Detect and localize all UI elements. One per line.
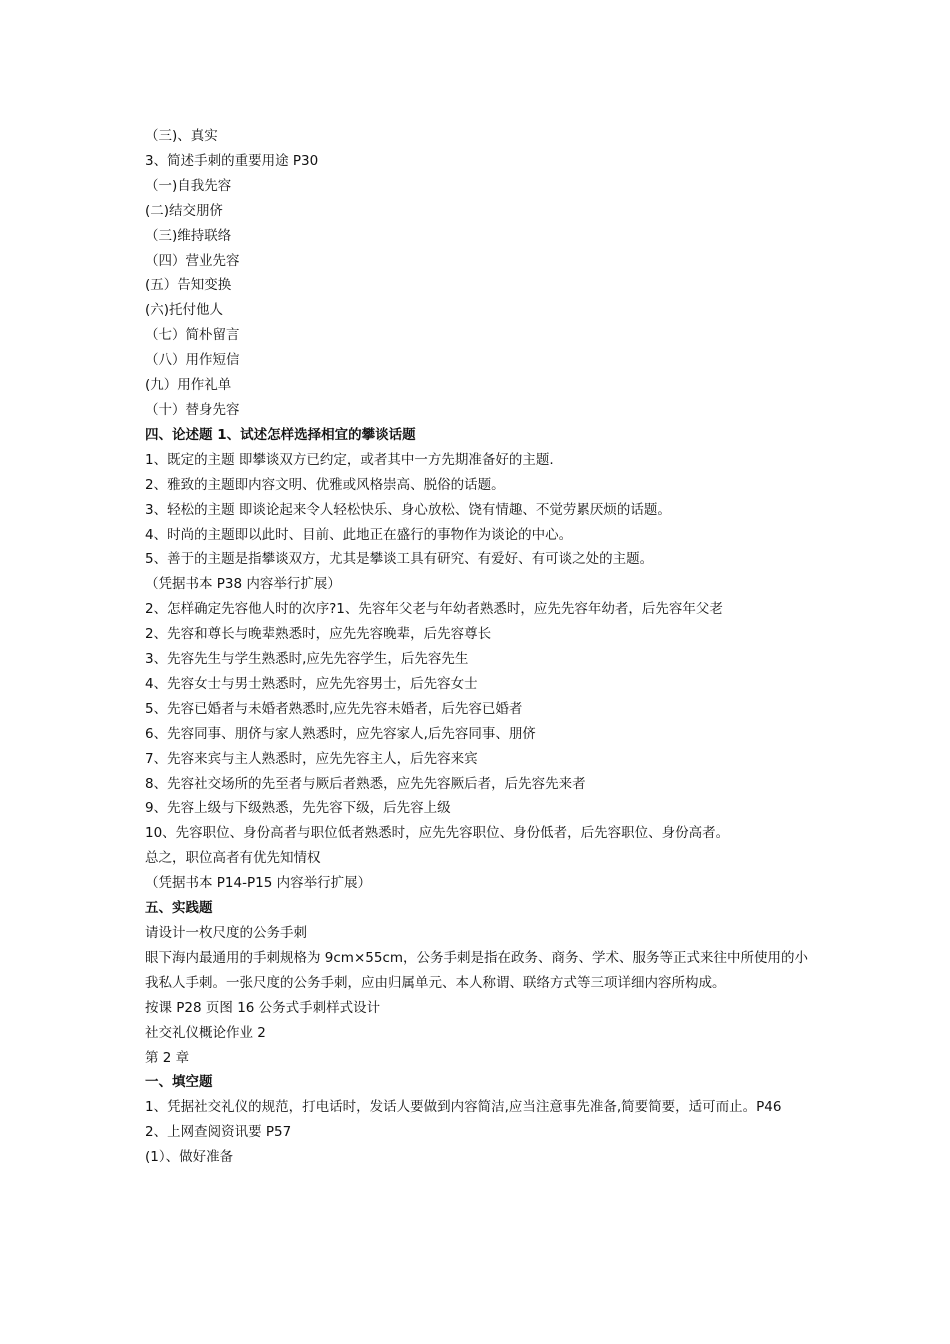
- answer-line: 2、先容和尊长与晚辈熟悉时，应先先容晚辈，后先容尊长: [145, 626, 492, 643]
- list-item: (五）告知变换: [145, 277, 232, 294]
- list-item: (1）、做好准备: [145, 1149, 234, 1166]
- answer-line: 1、既定的主题 即攀谈双方已约定，或者其中一方先期准备好的主题.: [145, 451, 554, 468]
- answer-line: 3、轻松的主题 即谈论起来令人轻松快乐、身心放松、饶有情趣、不觉劳累厌烦的话题。: [145, 501, 671, 518]
- list-item: (六)托付他人: [145, 302, 224, 319]
- answer-line: 5、善于的主题是指攀谈双方，尤其是攀谈工具有研究、有爱好、有可谈之处的主题。: [145, 551, 654, 568]
- answer-line: 2、怎样确定先容他人时的次序?1、先容年父老与年幼者熟悉时，应先先容年幼者，后先容年父老: [145, 601, 723, 618]
- list-item: （十）替身先容: [145, 401, 240, 418]
- answer-line: 4、时尚的主题即以此时、目前、此地正在盛行的事物作为谈论的中心。: [145, 526, 573, 543]
- list-item: （四）营业先容: [145, 252, 240, 269]
- list-item: (二)结交朋侪: [145, 202, 224, 219]
- answer-line: 9、先容上级与下级熟悉，先先容下级，后先容上级: [145, 800, 451, 817]
- list-item: （八）用作短信: [145, 352, 240, 369]
- section-heading-fill: 一、填空题: [145, 1074, 213, 1091]
- answer-line: 3、先容先生与学生熟悉时,应先先容学生，后先容先生: [145, 651, 469, 668]
- answer-line: 10、先容职位、身份高者与职位低者熟悉时，应先先容职位、身份低者，后先容职位、身份高者。: [145, 825, 730, 842]
- section-heading-practice: 五、实践题: [145, 900, 213, 917]
- answer-line: 7、先容来宾与主人熟悉时，应先先容主人，后先容来宾: [145, 750, 478, 767]
- assignment-title: 社交礼仪概论作业 2: [145, 1024, 266, 1041]
- question-line: 2、上网查阅资讯要 P57: [145, 1124, 292, 1141]
- list-item: （三)维持联络: [145, 227, 232, 244]
- chapter-title: 第 2 章: [145, 1049, 190, 1066]
- list-item: (九）用作礼单: [145, 377, 232, 394]
- answer-line: 4、先容女士与男士熟悉时，应先先容男士，后先容女士: [145, 675, 478, 692]
- text-line: （三)、真实: [145, 128, 218, 144]
- section-heading-essay: 四、论述题 1、试述怎样选择相宜的攀谈话题: [145, 426, 416, 443]
- answer-line: 按课 P28 页图 16 公务式手刺样式设计: [145, 999, 381, 1016]
- list-item: （一)自我先容: [145, 177, 232, 194]
- answer-line: 5、先容已婚者与未婚者熟悉时,应先先容未婚者，后先容已婚者: [145, 700, 523, 717]
- summary-line: 总之，职位高者有优先知情权: [145, 850, 321, 867]
- reference-note: （凭据书本 P14-P15 内容举行扩展）: [145, 875, 372, 892]
- answer-line: 6、先容同事、朋侪与家人熟悉时，应先容家人,后先容同事、朋侪: [145, 725, 536, 742]
- question-line: 请设计一枚尺度的公务手刺: [145, 925, 307, 941]
- list-item: （七）简朴留言: [145, 327, 240, 344]
- question-heading: 3、简述手刺的重要用途 P30: [145, 152, 319, 169]
- answer-line: 2、雅致的主题即内容文明、优雅或风格崇高、脱俗的话题。: [145, 476, 505, 493]
- document-page: [145, 124, 815, 1170]
- answer-paragraph: 眼下海内最通用的手刺规格为 9cm×55cm，公务手刺是指在政务、商务、学术、服务等正式来往中所使用的小我私人手刺。一张尺度的公务手刺，应由归属单元、本人称谓、联络方式等三项详细内容所构成。: [145, 949, 809, 991]
- answer-line: 8、先容社交场所的先至者与厥后者熟悉，应先先容厥后者，后先容先来者: [145, 775, 586, 792]
- reference-note: （凭据书本 P38 内容举行扩展）: [145, 576, 341, 593]
- answer-paragraph: 1、凭据社交礼仪的规范，打电话时，发话人要做到内容简洁,应当注意事先准备,简要简要，适可而止。P46: [145, 1099, 782, 1116]
